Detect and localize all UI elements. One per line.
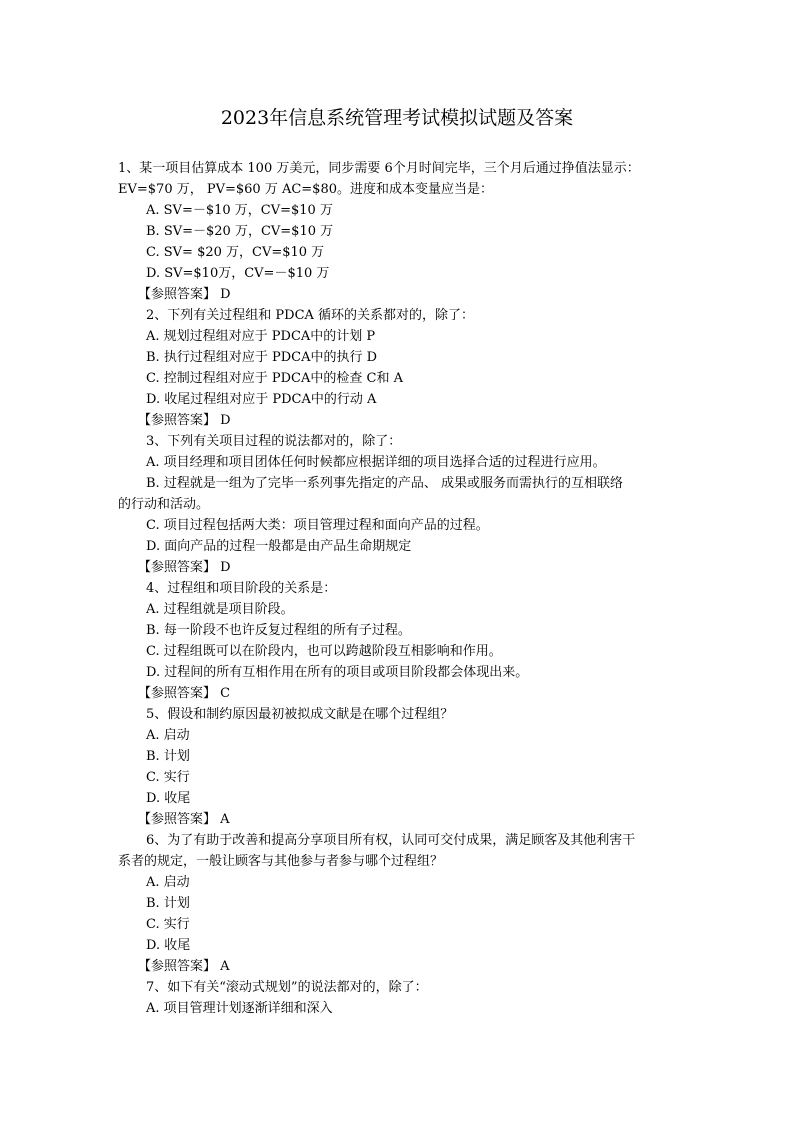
answer-line: 【参照答案】 D (138, 287, 231, 302)
text-line: B. SV=－$20 万，CV=$10 万 (146, 224, 334, 239)
text-line: D. SV=$10万，CV=－$10 万 (146, 266, 330, 281)
text-line: A. SV=－$10 万，CV=$10 万 (146, 203, 333, 218)
text-line: A. 项目经理和项目团体任何时候都应根据详细的项目选择合适的过程进行应用。 (146, 455, 606, 470)
text-line: D. 面向产品的过程一般都是由产品生命期规定 (146, 539, 412, 554)
text-line: 系者的规定，一般让顾客与其他参与者参与哪个过程组？ (118, 854, 444, 869)
text-line: A. 规划过程组对应于 PDCA中的计划 P (146, 329, 376, 344)
text-line: C. 实行 (146, 917, 190, 932)
text-line: A. 启动 (146, 875, 190, 890)
text-line: 6、为了有助于改善和提高分享项目所有权，认同可交付成果，满足顾客及其他利害干 (146, 833, 636, 848)
text-line: C. 过程组既可以在阶段内，也可以跨越阶段互相影响和作用。 (146, 644, 502, 659)
text-line: D. 收尾过程组对应于 PDCA中的行动 A (146, 392, 377, 407)
text-line: B. 每一阶段不也许反复过程组的所有子过程。 (146, 623, 411, 638)
text-line: C. SV= $20 万，CV=$10 万 (146, 245, 325, 260)
text-line: 1、某一项目估算成本 100 万美元，同步需要 6个月时间完毕，三个月后通过挣值法显示： (118, 161, 640, 176)
text-line: 3、下列有关项目过程的说法都对的，除了： (146, 434, 402, 449)
text-line: 7、如下有关“滚动式规划”的说法都对的，除了： (146, 980, 428, 995)
text-line: B. 计划 (146, 896, 190, 911)
text-line: C. 实行 (146, 770, 190, 785)
text-line: EV=$70 万， PV=$60 万 AC=$80。进度和成本变量应当是： (118, 182, 493, 197)
answer-line: 【参照答案】 A (138, 959, 230, 974)
answer-line: 【参照答案】 A (138, 812, 230, 827)
text-line: C. 项目过程包括两大类：项目管理过程和面向产品的过程。 (146, 518, 489, 533)
text-line: D. 收尾 (146, 938, 191, 953)
text-line: A. 过程组就是项目阶段。 (146, 602, 294, 617)
text-line: B. 执行过程组对应于 PDCA中的执行 D (146, 350, 378, 365)
text-line: D. 过程间的所有互相作用在所有的项目或项目阶段都会体现出来。 (146, 665, 529, 680)
text-line: A. 项目管理计划逐渐详细和深入 (146, 1001, 333, 1016)
answer-line: 【参照答案】 C (138, 686, 231, 701)
answer-line: 【参照答案】 D (138, 413, 231, 428)
text-line: 4、过程组和项目阶段的关系是： (146, 581, 337, 596)
page-title: 2023年信息系统管理考试模拟试题及答案 (220, 107, 574, 129)
answer-line: 【参照答案】 D (138, 560, 231, 575)
text-line: 5、假设和制约原因最初被拟成文献是在哪个过程组？ (146, 707, 454, 722)
text-line: B. 过程就是一组为了完毕一系列事先指定的产品、 成果或服务而需执行的互相联络 (146, 476, 623, 491)
text-line: 2、下列有关过程组和 PDCA 循环的关系都对的，除了： (146, 308, 475, 323)
text-line: B. 计划 (146, 749, 190, 764)
text-line: C. 控制过程组对应于 PDCA中的检查 C和 A (146, 371, 403, 386)
text-line: D. 收尾 (146, 791, 191, 806)
text-line: 的行动和活动。 (118, 497, 210, 512)
text-line: A. 启动 (146, 728, 190, 743)
